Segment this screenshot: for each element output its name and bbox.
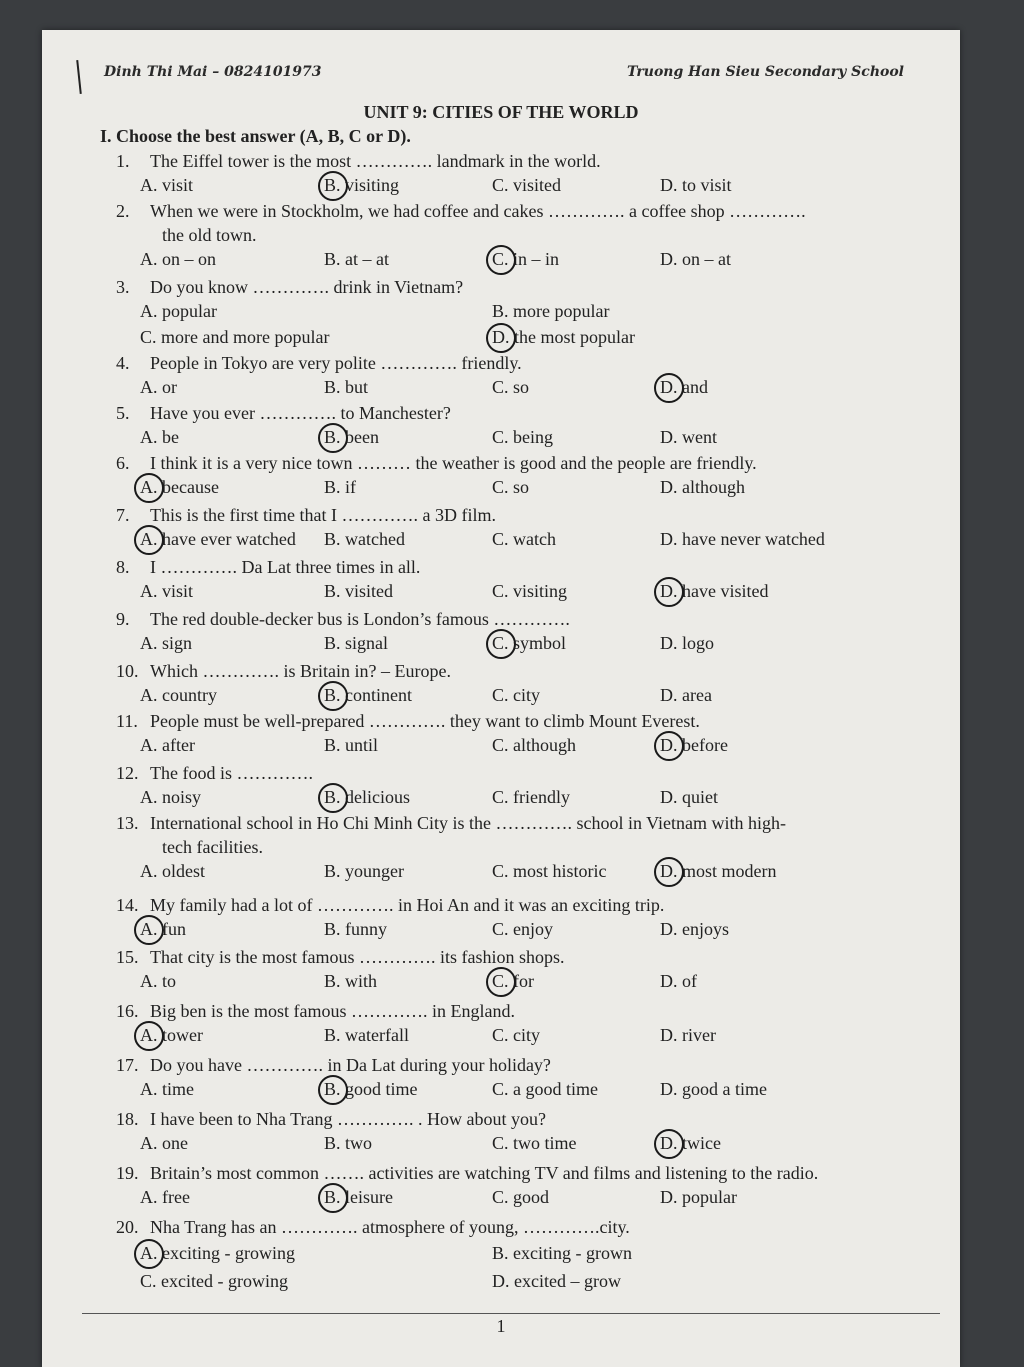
question-number: 8. xyxy=(116,557,130,577)
answer-option[interactable]: C. more and more popular xyxy=(140,327,330,347)
question-number: 3. xyxy=(116,277,130,297)
question-number: 2. xyxy=(116,201,130,221)
handwritten-answer-circle xyxy=(318,1183,348,1213)
question-number: 19. xyxy=(116,1163,139,1183)
answer-option[interactable]: D. good a time xyxy=(660,1079,767,1099)
question-number: 1. xyxy=(116,151,130,171)
handwritten-answer-circle xyxy=(654,731,684,761)
answer-option[interactable]: C. enjoy xyxy=(492,919,553,939)
question-text: That city is the most famous …………. its fashion shops. xyxy=(150,947,565,967)
question-3-stem xyxy=(116,276,920,298)
answer-option[interactable]: A. to xyxy=(140,971,176,991)
question-text: This is the first time that I …………. a 3D film. xyxy=(150,505,496,525)
answer-option[interactable]: B. watched xyxy=(324,529,405,549)
question-number: 14. xyxy=(116,895,139,915)
question-text: The Eiffel tower is the most …………. landmark in the world. xyxy=(150,151,601,171)
question-2-stem xyxy=(116,200,920,222)
answer-option[interactable]: D. enjoys xyxy=(660,919,729,939)
handwritten-answer-circle xyxy=(134,1021,164,1051)
answer-option[interactable]: A. because xyxy=(140,477,219,497)
question-11-stem xyxy=(116,710,920,732)
question-18-stem xyxy=(116,1108,920,1130)
question-text: When we were in Stockholm, we had coffee and cakes …………. a coffee shop …………. xyxy=(150,201,806,221)
handwritten-answer-circle xyxy=(486,245,516,275)
worksheet-page xyxy=(42,30,960,1367)
unit-title: UNIT 9: CITIES OF THE WORLD xyxy=(363,102,639,122)
question-text: Do you know …………. drink in Vietnam? xyxy=(150,277,464,297)
question-text: I think it is a very nice town ……… the weather is good and the people are friendly. xyxy=(150,453,757,473)
answer-option[interactable]: D. logo xyxy=(660,633,714,653)
question-text: Have you ever …………. to Manchester? xyxy=(150,403,451,423)
handwritten-answer-circle xyxy=(318,423,348,453)
handwritten-answer-circle xyxy=(318,783,348,813)
answer-option[interactable]: A. have ever watched xyxy=(140,529,296,549)
answer-option[interactable]: D. of xyxy=(660,971,697,991)
handwritten-answer-circle xyxy=(134,473,164,503)
question-number: 7. xyxy=(116,505,130,525)
answer-option[interactable]: D. went xyxy=(660,427,717,447)
question-number: 6. xyxy=(116,453,130,473)
answer-option[interactable]: B. waterfall xyxy=(324,1025,409,1045)
answer-option[interactable]: C. so xyxy=(492,477,530,497)
question-text-continued: the old town. xyxy=(162,225,257,245)
question-16-stem xyxy=(116,1000,920,1022)
question-number: 17. xyxy=(116,1055,139,1075)
question-number: 9. xyxy=(116,609,130,629)
answer-option[interactable]: A. visit xyxy=(140,175,194,195)
answer-option[interactable]: B. until xyxy=(324,735,379,755)
answer-option[interactable]: B. at – at xyxy=(324,249,389,269)
question-number: 20. xyxy=(116,1217,139,1237)
answer-option[interactable]: D. have visited xyxy=(660,581,769,601)
answer-option[interactable]: D. the most popular xyxy=(492,327,635,347)
answer-option[interactable]: A. time xyxy=(140,1079,194,1099)
answer-option[interactable]: A. after xyxy=(140,735,195,755)
question-number: 12. xyxy=(116,763,139,783)
answer-option[interactable]: A. fun xyxy=(140,919,186,939)
question-text: Big ben is the most famous …………. in England. xyxy=(150,1001,515,1021)
answer-option[interactable]: C. excited - growing xyxy=(140,1271,288,1291)
question-number: 10. xyxy=(116,661,139,681)
answer-option[interactable]: C. a good time xyxy=(492,1079,598,1099)
question-8-stem xyxy=(116,556,920,578)
answer-option[interactable]: C. for xyxy=(492,971,534,991)
handwritten-answer-circle xyxy=(486,629,516,659)
handwritten-answer-circle xyxy=(134,915,164,945)
handwritten-answer-circle xyxy=(486,323,516,353)
handwritten-answer-circle xyxy=(486,967,516,997)
answer-option[interactable]: A. free xyxy=(140,1187,190,1207)
question-15-stem xyxy=(116,946,920,968)
answer-option[interactable]: A. on – on xyxy=(140,249,216,269)
question-text: Britain’s most common ……. activities are watching TV and films and listening to the radio. xyxy=(150,1163,819,1183)
question-14-stem xyxy=(116,894,920,916)
question-number: 4. xyxy=(116,353,130,373)
handwritten-answer-circle xyxy=(654,857,684,887)
question-19-stem xyxy=(116,1162,920,1184)
question-4-stem xyxy=(116,352,920,374)
question-text: My family had a lot of …………. in Hoi An and it was an exciting trip. xyxy=(150,895,665,915)
answer-option[interactable]: B. two xyxy=(324,1133,373,1153)
question-text: Nha Trang has an …………. atmosphere of young, ………….city. xyxy=(150,1217,630,1237)
answer-option[interactable]: D. although xyxy=(660,477,745,497)
answer-option[interactable]: B. exciting - grown xyxy=(492,1243,632,1263)
author-line: Dinh Thi Mai – 0824101973 xyxy=(104,64,322,80)
answer-option[interactable]: C. visited xyxy=(492,175,562,195)
answer-option[interactable]: B. younger xyxy=(324,861,404,881)
question-text: Do you have …………. in Da Lat during your holiday? xyxy=(150,1055,551,1075)
answer-option[interactable]: A. popular xyxy=(140,301,217,321)
question-10-stem xyxy=(116,660,920,682)
answer-option[interactable]: D. and xyxy=(660,377,708,397)
answer-option[interactable]: D. popular xyxy=(660,1187,737,1207)
answer-option[interactable]: A. country xyxy=(140,685,217,705)
question-5-stem xyxy=(116,402,920,424)
question-text: Which …………. is Britain in? – Europe. xyxy=(150,661,451,681)
answer-option[interactable]: A. visit xyxy=(140,581,194,601)
answer-option[interactable]: C. city xyxy=(492,1025,540,1045)
answer-option[interactable]: C. being xyxy=(492,427,553,447)
question-text: The food is …………. xyxy=(150,763,313,783)
question-number: 13. xyxy=(116,813,139,833)
answer-option[interactable]: C. in – in xyxy=(492,249,560,269)
question-9-stem xyxy=(116,608,920,630)
question-17-stem xyxy=(116,1054,920,1076)
answer-option[interactable]: D. most modern xyxy=(660,861,777,881)
question-text: I have been to Nha Trang …………. . How about you? xyxy=(150,1109,546,1129)
answer-option[interactable]: A. noisy xyxy=(140,787,202,807)
question-text: International school in Ho Chi Minh City is the …………. school in Vietnam with high- xyxy=(150,813,787,833)
answer-option[interactable]: B. visiting xyxy=(324,175,400,195)
answer-option[interactable]: D. area xyxy=(660,685,712,705)
question-12-stem xyxy=(116,762,920,784)
question-6-stem xyxy=(116,452,920,474)
answer-option[interactable]: D. to visit xyxy=(660,175,732,195)
question-text-continued: tech facilities. xyxy=(162,837,263,857)
answer-option[interactable]: B. if xyxy=(324,477,357,497)
answer-option[interactable]: A. be xyxy=(140,427,179,447)
handwritten-answer-circle xyxy=(654,577,684,607)
answer-option[interactable]: D. twice xyxy=(660,1133,721,1153)
handwritten-answer-circle xyxy=(318,1075,348,1105)
answer-option[interactable]: A. sign xyxy=(140,633,193,653)
answer-option[interactable]: B. good time xyxy=(324,1079,418,1099)
answer-option[interactable]: C. friendly xyxy=(492,787,570,807)
question-number: 11. xyxy=(116,711,138,731)
answer-option[interactable]: C. so xyxy=(492,377,530,397)
answer-option[interactable]: D. quiet xyxy=(660,787,718,807)
handwritten-answer-circle xyxy=(318,681,348,711)
answer-option[interactable]: C. symbol xyxy=(492,633,567,653)
answer-option[interactable]: C. watch xyxy=(492,529,556,549)
answer-option[interactable]: C. most historic xyxy=(492,861,607,881)
question-7-stem xyxy=(116,504,920,526)
question-text: People must be well-prepared …………. they want to climb Mount Everest. xyxy=(150,711,700,731)
answer-option[interactable]: A. oldest xyxy=(140,861,205,881)
page-number: 1 xyxy=(496,1316,506,1336)
answer-option[interactable]: B. leisure xyxy=(324,1187,393,1207)
handwritten-answer-circle xyxy=(654,1129,684,1159)
question-20-stem xyxy=(116,1216,920,1238)
handwritten-answer-circle xyxy=(318,171,348,201)
answer-option[interactable]: C. good xyxy=(492,1187,550,1207)
answer-option[interactable]: A. one xyxy=(140,1133,188,1153)
question-1-stem xyxy=(116,150,920,172)
question-text: People in Tokyo are very polite …………. friendly. xyxy=(150,353,522,373)
question-number: 15. xyxy=(116,947,139,967)
answer-option[interactable]: C. city xyxy=(492,685,540,705)
answer-option[interactable]: A. or xyxy=(140,377,177,397)
question-text: The red double-decker bus is London’s famous …………. xyxy=(150,609,570,629)
answer-option[interactable]: B. but xyxy=(324,377,369,397)
answer-option[interactable]: A. exciting - growing xyxy=(140,1243,295,1263)
question-number: 5. xyxy=(116,403,130,423)
answer-option[interactable]: B. with xyxy=(324,971,378,991)
question-13-stem xyxy=(116,812,920,834)
handwritten-answer-circle xyxy=(134,1239,164,1269)
answer-option[interactable]: C. two time xyxy=(492,1133,577,1153)
handwritten-answer-circle xyxy=(654,373,684,403)
pen-mark xyxy=(76,60,82,94)
answer-option[interactable]: B. visited xyxy=(324,581,394,601)
school-name: Truong Han Sieu Secondary School xyxy=(627,64,904,80)
question-text: I …………. Da Lat three times in all. xyxy=(150,557,421,577)
footer-divider xyxy=(82,1313,940,1314)
answer-option[interactable]: B. delicious xyxy=(324,787,410,807)
answer-option[interactable]: D. on – at xyxy=(660,249,731,269)
answer-option[interactable]: B. continent xyxy=(324,685,412,705)
answer-option[interactable]: B. more popular xyxy=(492,301,610,321)
answer-option[interactable]: D. have never watched xyxy=(660,529,825,549)
question-number: 16. xyxy=(116,1001,139,1021)
answer-option[interactable]: B. funny xyxy=(324,919,387,939)
handwritten-answer-circle xyxy=(134,525,164,555)
answer-option[interactable]: B. signal xyxy=(324,633,389,653)
answer-option[interactable]: B. been xyxy=(324,427,379,447)
answer-option[interactable]: D. before xyxy=(660,735,728,755)
section-heading: I. Choose the best answer (A, B, C or D). xyxy=(100,126,411,146)
answer-option[interactable]: D. excited – grow xyxy=(492,1271,621,1291)
question-number: 18. xyxy=(116,1109,139,1129)
answer-option[interactable]: C. visiting xyxy=(492,581,568,601)
answer-option[interactable]: C. although xyxy=(492,735,576,755)
answer-option[interactable]: A. tower xyxy=(140,1025,203,1045)
answer-option[interactable]: D. river xyxy=(660,1025,716,1045)
